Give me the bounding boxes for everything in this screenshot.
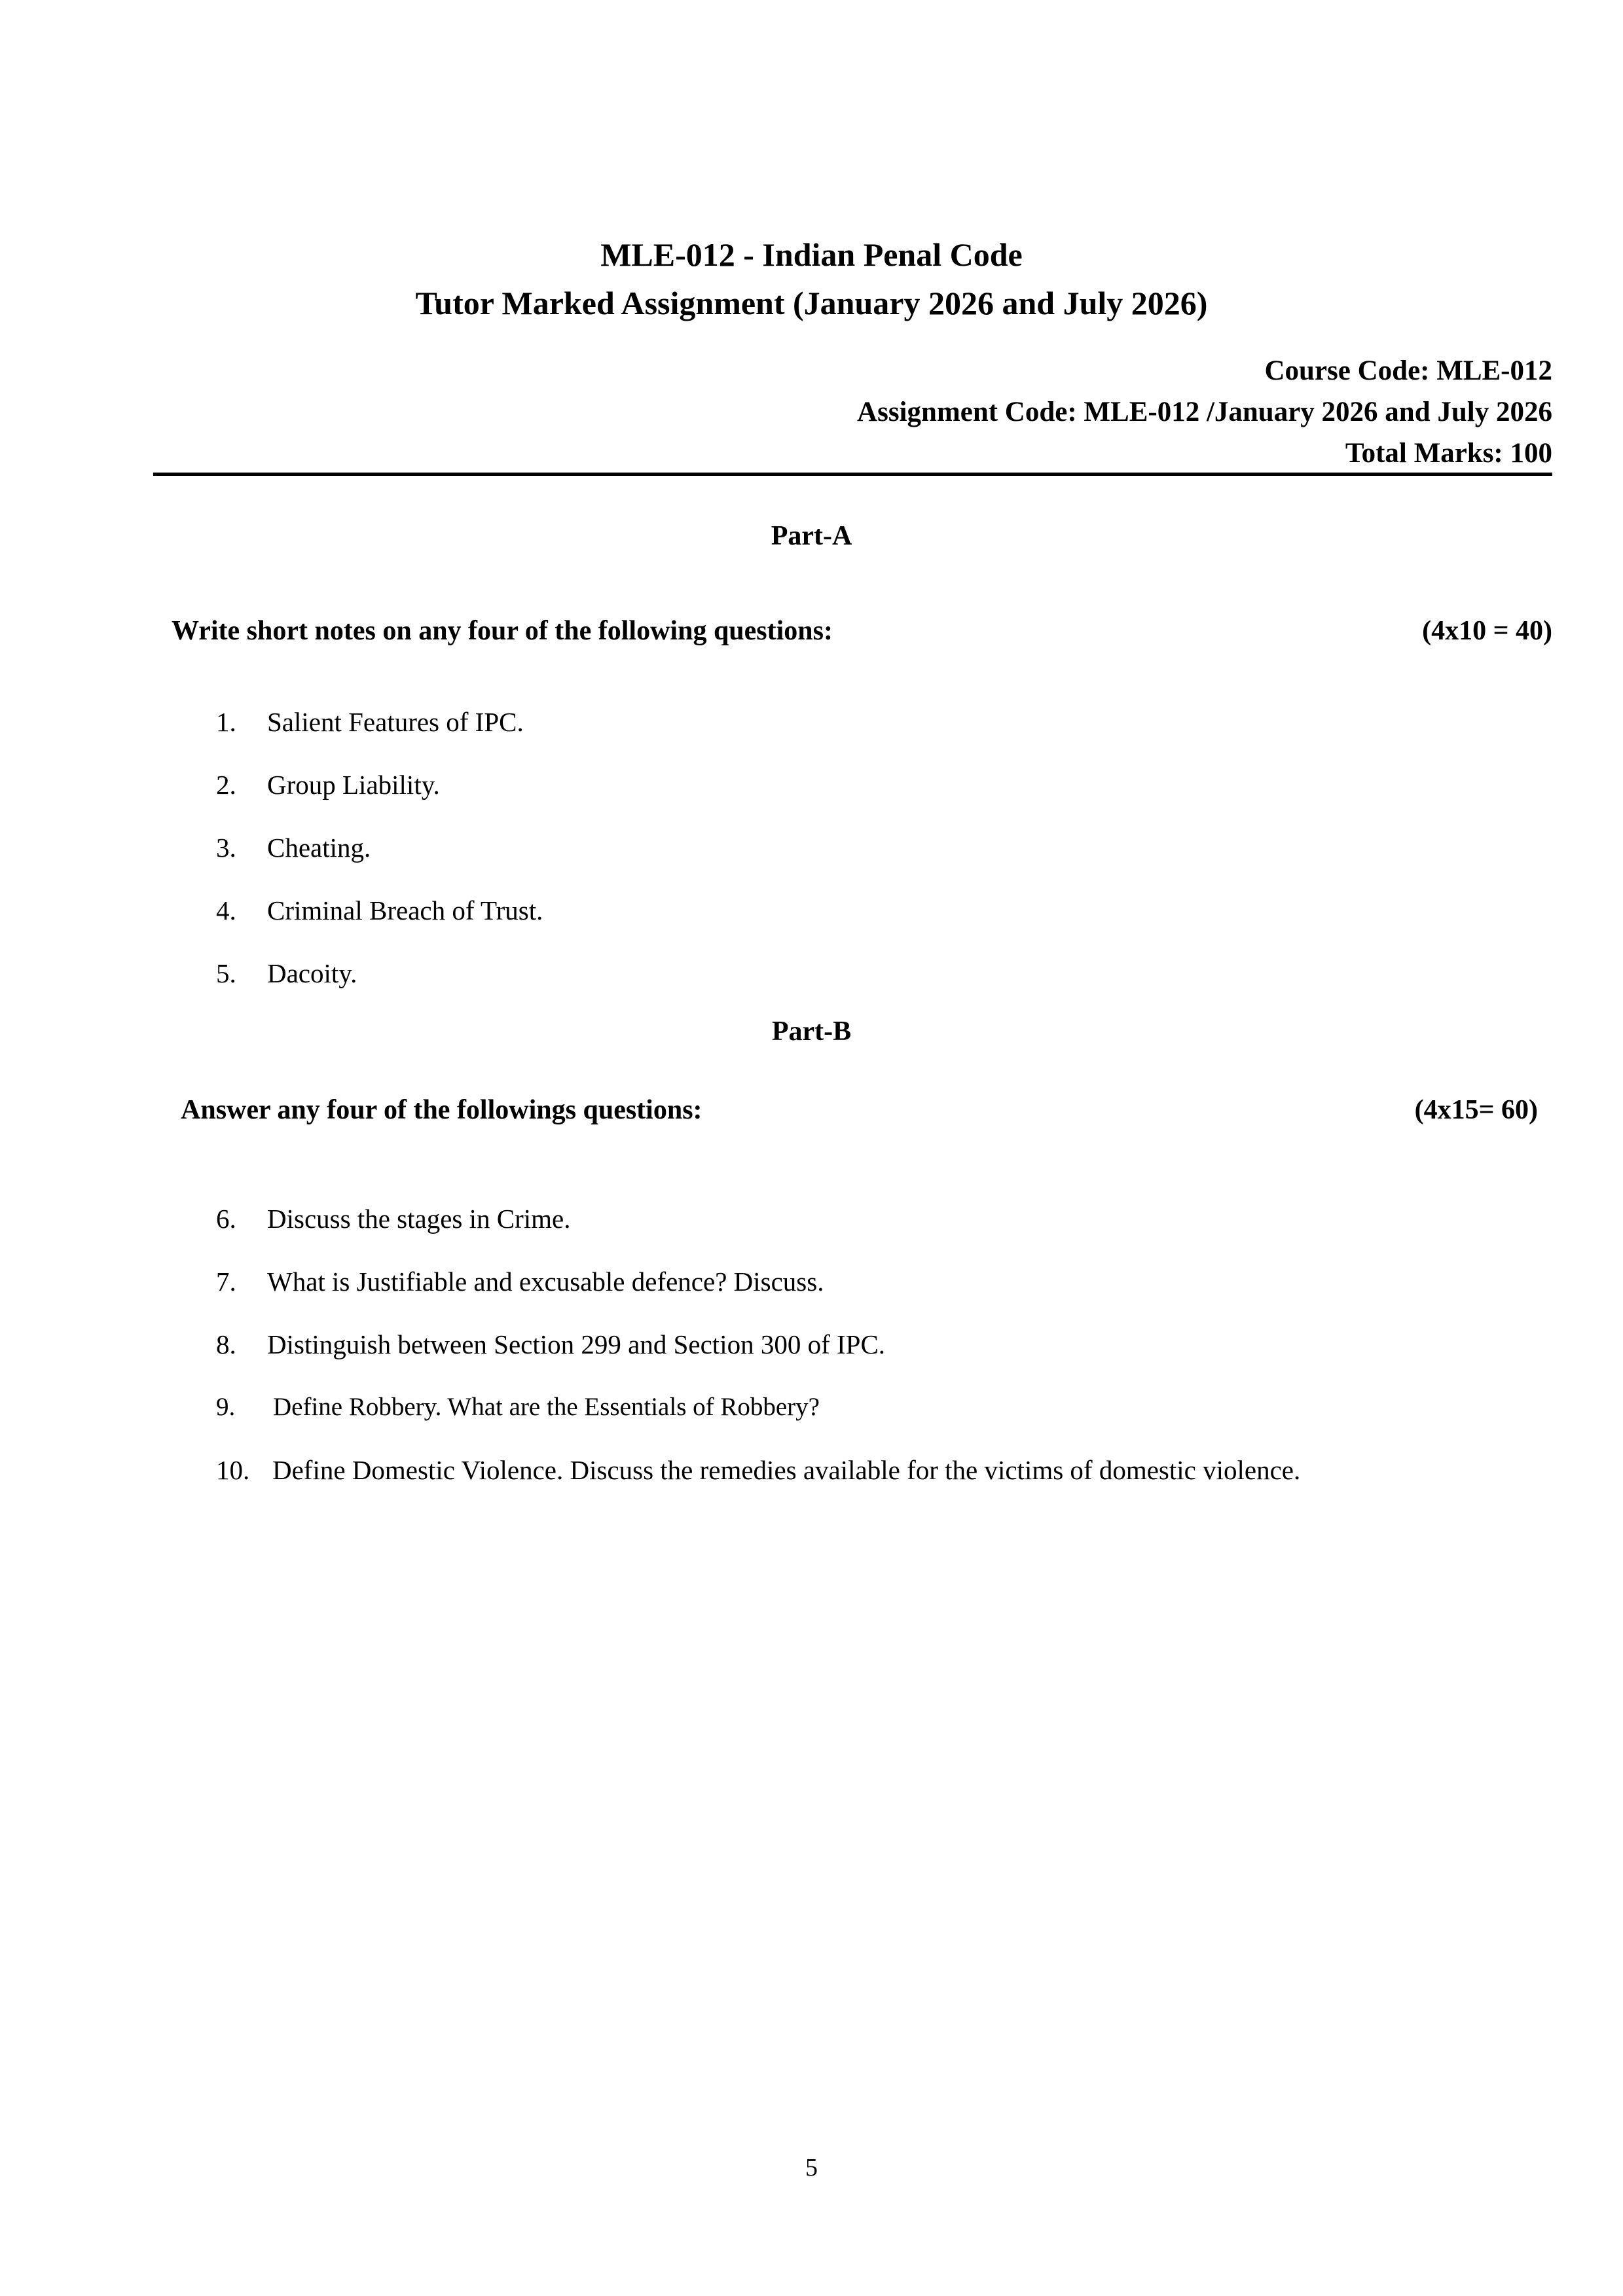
question-text: Salient Features of IPC. <box>267 707 524 737</box>
question-text: Group Liability. <box>267 770 440 800</box>
question-item <box>216 705 1551 739</box>
question-item <box>216 1202 1551 1236</box>
question-text: Discuss the stages in Crime. <box>267 1204 571 1234</box>
question-number: 2. <box>216 770 236 800</box>
question-number: 10. <box>216 1455 250 1485</box>
course-code-line: Course Code: MLE-012 <box>1264 355 1552 386</box>
question-number: 7. <box>216 1266 236 1297</box>
title-line-2: Tutor Marked Assignment (January 2026 and July 2026) <box>415 285 1208 321</box>
question-item <box>216 893 1551 927</box>
question-number: 1. <box>216 707 236 737</box>
question-text: Define Domestic Violence. Discuss the remedies available for the victims of domestic violence. <box>272 1455 1301 1485</box>
assignment-code-line: Assignment Code: MLE-012 /January 2026 and July 2026 <box>857 397 1552 427</box>
page-number: 5 <box>805 2154 818 2181</box>
question-item <box>216 831 1551 865</box>
question-text: What is Justifiable and excusable defence? Discuss. <box>267 1266 824 1297</box>
question-number: 8. <box>216 1329 236 1359</box>
question-item <box>216 1453 1551 1487</box>
question-text: Criminal Breach of Trust. <box>267 895 543 925</box>
part-a-question-list <box>216 705 1551 1019</box>
question-number: 6. <box>216 1204 236 1234</box>
question-item <box>216 1265 1551 1299</box>
part-b-heading: Part-B <box>771 1016 852 1047</box>
question-text: Distinguish between Section 299 and Section 300 of IPC. <box>267 1329 886 1359</box>
part-a-instruction-text: Write short notes on any four of the following questions: <box>172 616 833 646</box>
part-a-instruction-row <box>172 615 1552 647</box>
part-a-heading: Part-A <box>771 521 852 551</box>
part-a-marks: (4x10 = 40) <box>1422 616 1552 646</box>
question-number: 5. <box>216 958 236 988</box>
part-b-instruction-row <box>181 1094 1538 1126</box>
question-number: 9. <box>216 1393 236 1421</box>
question-number: 4. <box>216 895 236 925</box>
part-b-marks: (4x15= 60) <box>1414 1095 1538 1125</box>
question-text: Cheating. <box>267 833 371 863</box>
title-line-1: MLE-012 - Indian Penal Code <box>600 236 1023 273</box>
question-number: 3. <box>216 833 236 863</box>
header-divider <box>153 473 1552 476</box>
question-text: Dacoity. <box>267 958 357 988</box>
question-item <box>216 956 1551 990</box>
question-item <box>216 1390 1551 1424</box>
total-marks-line: Total Marks: 100 <box>1345 438 1552 469</box>
question-item <box>216 768 1551 802</box>
part-b-question-list <box>216 1202 1551 1516</box>
document-title <box>0 230 1623 327</box>
part-b-instruction-text: Answer any four of the followings questions: <box>181 1095 702 1125</box>
question-text: Define Robbery. What are the Essentials of Robbery? <box>273 1393 820 1421</box>
question-item <box>216 1327 1551 1361</box>
course-header-block <box>857 350 1552 474</box>
